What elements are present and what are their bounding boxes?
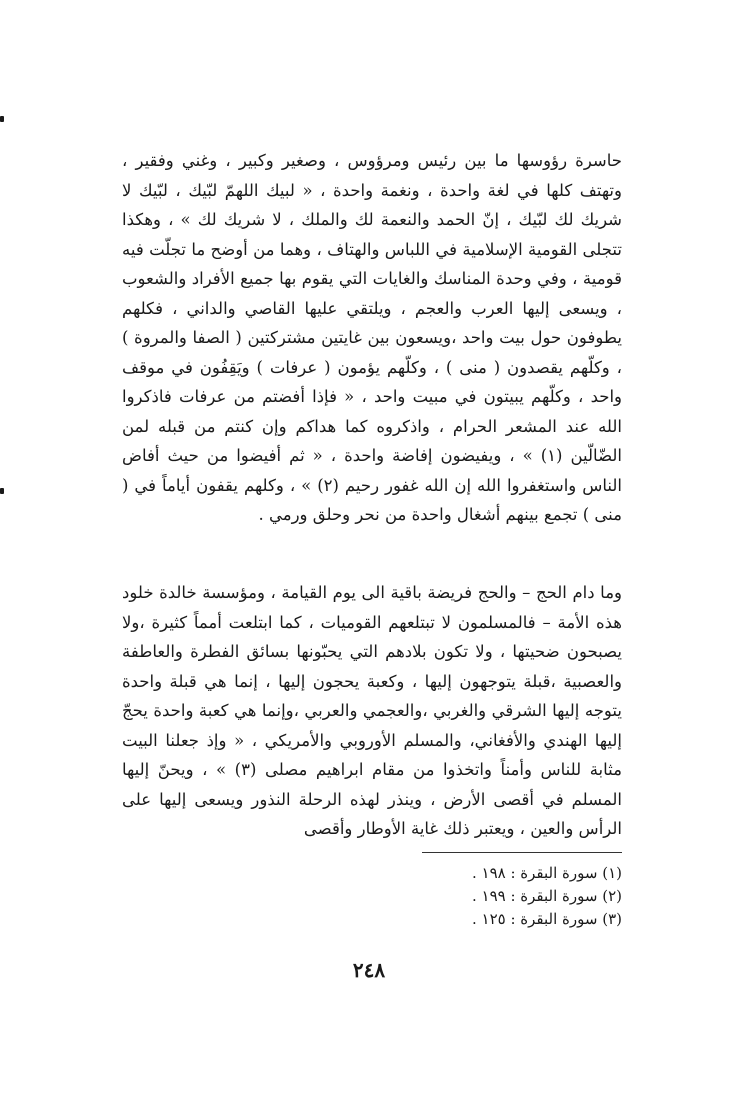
margin-mark — [0, 116, 4, 122]
footnote-1: (١) سورة البقرة : ١٩٨ . — [471, 864, 622, 882]
footnotes — [122, 862, 622, 931]
body-paragraph-2 — [122, 578, 622, 844]
margin-mark — [0, 488, 4, 494]
footnote-divider — [422, 852, 622, 853]
page-number: ٢٤٨ — [352, 958, 386, 982]
paragraph-text: حاسرة رؤوسها ما بين رئيس ومرؤوس ، وصغير وكبير ، وغني وفقير ، وتهتف كلها في لغة واحدة ، ونغمة واحدة ، « لبيك اللهمّ لبّيك ، لبّيك لا شريك لك لبّيك ، إنّ الحمد والنعمة لك والملك ، لا شريك لك » ، وهكذا تتجلى القومية الإسلامية في اللباس والهتاف ، وهما من أوضح ما تجلّت فيه قومية ، وفي وحدة المناسك والغايات التي يقوم بها جميع الأفراد والشعوب ، ويسعى إليها العرب والعجم ، ويلتقي عليها القاصي والداني ، فكلهم يطوفون حول بيت واحد ،ويسعون بين غايتين مشتركتين ( الصفا والمروة ) ، وكلّهم يقصدون ( منى ) ، وكلّهم يؤمون ( عرفات ) ويَقِفُون في موقف واحد ، وكلّهم يبيتون في مبيت واحد ، « فإذا أفضتم من عرفات فاذكروا الله عند المشعر الحرام ، واذكروه كما هداكم وإن كنتم من قبله لمن الضّالّين (١) » ، ويفيضون إفاضة واحدة ، « ثم أفيضوا من حيث أفاض الناس واستغفروا الله إن الله غفور رحيم (٢) » ، وكلهم يقفون أياماً في ( منى ) تجمع بينهم أشغال واحدة من نحر وحلق ورمي . — [122, 151, 622, 524]
footnote-2: (٢) سورة البقرة : ١٩٩ . — [471, 887, 622, 905]
body-paragraph-1 — [122, 146, 622, 530]
paragraph-text: وما دام الحج – والحج فريضة باقية الى يوم القيامة ، ومؤسسة خالدة خلود هذه الأمة – فالمسلمون لا تبتلعهم القوميات ، كما ابتلعت أمماً كثيرة ،ولا يصبحون ضحيتها ، ولا تكون بلادهم التي يحبّونها بسائق الفطرة والعاطفة والعصبية ،قبلة يتوجهون إليها ، وكعبة يحجون إليها ، إنما هي قبلة واحدة يتوجه إليها الشرقي والغربي ،والعجمي والعربي ،وإنما هي كعبة واحدة يحجّ إليها الهندي والأفغاني، والمسلم الأوروبي والأمريكي ، « وإذ جعلنا البيت مثابة للناس وأمناً واتخذوا من مقام ابراهيم مصلى (٣) » ، ويحنّ إليها المسلم في أقصى الأرض ، وينذر لهذه الرحلة النذور ويسعى إليها على الرأس والعين ، ويعتبر ذلك غاية الأوطار وأقصى — [122, 583, 622, 838]
footnote-3: (٣) سورة البقرة : ١٢٥ . — [471, 910, 622, 928]
